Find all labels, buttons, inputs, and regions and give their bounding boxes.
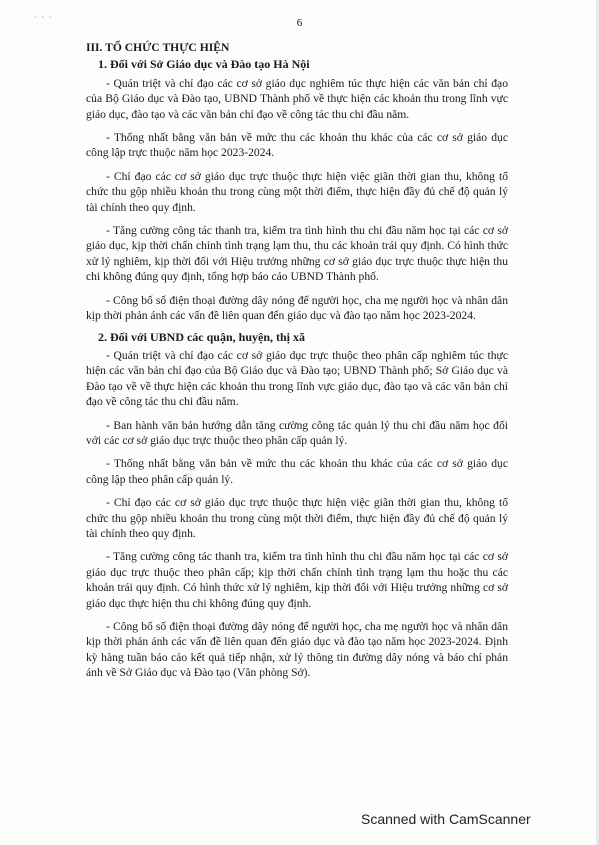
paragraph: - Thống nhất bằng văn bản về mức thu các khoản thu khác của các cơ sở giáo dục công lập trực thuộc năm học 2023-2024. — [86, 131, 508, 160]
subsection-title-1: 1. Đối với Sở Giáo dục và Đào tạo Hà Nội — [98, 57, 310, 72]
paragraph: - Quán triệt và chỉ đạo các cơ sở giáo dục nghiêm túc thực hiện các văn bản chỉ đạo của Bộ Giáo dục và Đào tạo, UBND Thành phố về thực hiện các khoản thu trong lĩnh vực giáo dục, đào tạo và các văn bản chỉ đạo về công tác thu chi đầu năm. — [86, 76, 508, 121]
paragraph: - Quán triệt và chỉ đạo các cơ sở giáo dục trực thuộc theo phân cấp nghiêm túc thực hiện các văn bản chỉ đạo của Bộ Giáo dục và Đào tạo; UBND Thành phố; Sở Giáo dục và Đào tạo về về thực hiện các khoản thu trong lĩnh vực giáo dục, đào tạo và các văn bản chỉ đạo về công tác thu chi đầu năm. — [86, 348, 508, 409]
paragraph: - Tăng cường công tác thanh tra, kiểm tra tình hình thu chi đầu năm học tại các cơ sở giáo dục trực thuộc theo phân cấp; kịp thời chấn chỉnh tình trạng lạm thu hoặc thu các khoản trái quy định. Có hình thức xử lý nghiêm, kịp thời đối với Hiệu trưởng những cơ sở giáo dục thực hiện thu chi không đúng quy định. — [86, 550, 508, 610]
paragraph: - Thống nhất bằng văn bản về mức thu các khoản thu khác của các cơ sở giáo dục công lập theo phân cấp quản lý. — [86, 457, 508, 486]
page-mark: · · · — [34, 12, 53, 22]
paragraph: - Chỉ đạo các cơ sở giáo dục trực thuộc thực hiện việc giãn thời gian thu, không tổ chức thu gộp nhiều khoản thu trong cùng một thời điểm, thực hiện đầy đủ chế độ quản lý tài chính theo quy định. — [86, 169, 508, 214]
page-number: 6 — [296, 17, 303, 29]
subsection-title-2: 2. Đối với UBND các quận, huyện, thị xã — [98, 329, 306, 344]
paragraph: - Công bố số điện thoại đường dây nóng để người học, cha mẹ người học và nhân dân kịp thời phản ánh các vấn đề liên quan đến giáo dục và đào tạo năm học 2023-2024. — [86, 293, 508, 323]
paragraph: - Tăng cường công tác thanh tra, kiểm tra tình hình thu chi đầu năm học tại các cơ sở giáo dục, kịp thời chấn chỉnh tình trạng lạm thu, thu các khoản trái quy định. Có hình thức xử lý nghiêm, kịp thời đối với Hiệu trưởng những cơ sở giáo dục trực thuộc thực hiện thu chi không đúng quy định, tổng hợp báo cáo UBND Thành phố. — [86, 224, 508, 284]
document-body — [86, 40, 508, 689]
scanner-watermark: Scanned with CamScanner — [361, 811, 531, 827]
paragraph: - Ban hành văn bản hướng dẫn tăng cường công tác quản lý thu chi đầu năm học đối với các cơ sở giáo dục trực thuộc theo phân cấp quản lý. — [86, 418, 508, 447]
paragraph: - Công bố số điện thoại đường dây nóng để người học, cha mẹ người học và nhân dân kịp thời phản ánh các vấn đề liên quan đến giáo dục và đào tạo năm học 2023-2024. Định kỳ hàng tuần báo cáo kết quả tiếp nhận, xử lý thông tin đường dây nóng và báo chí phản ánh về Sở Giáo dục và Đào tạo (Văn phòng Sở). — [86, 620, 508, 680]
paragraph: - Chỉ đạo các cơ sở giáo dục trực thuộc thực hiện việc giãn thời gian thu, không tổ chức thu gộp nhiều khoản thu trong cùng một thời điểm, thực hiện đầy đủ chế độ quản lý tài chính theo quy định. — [86, 496, 508, 540]
section-title: III. TỔ CHỨC THỰC HIỆN — [86, 41, 230, 54]
